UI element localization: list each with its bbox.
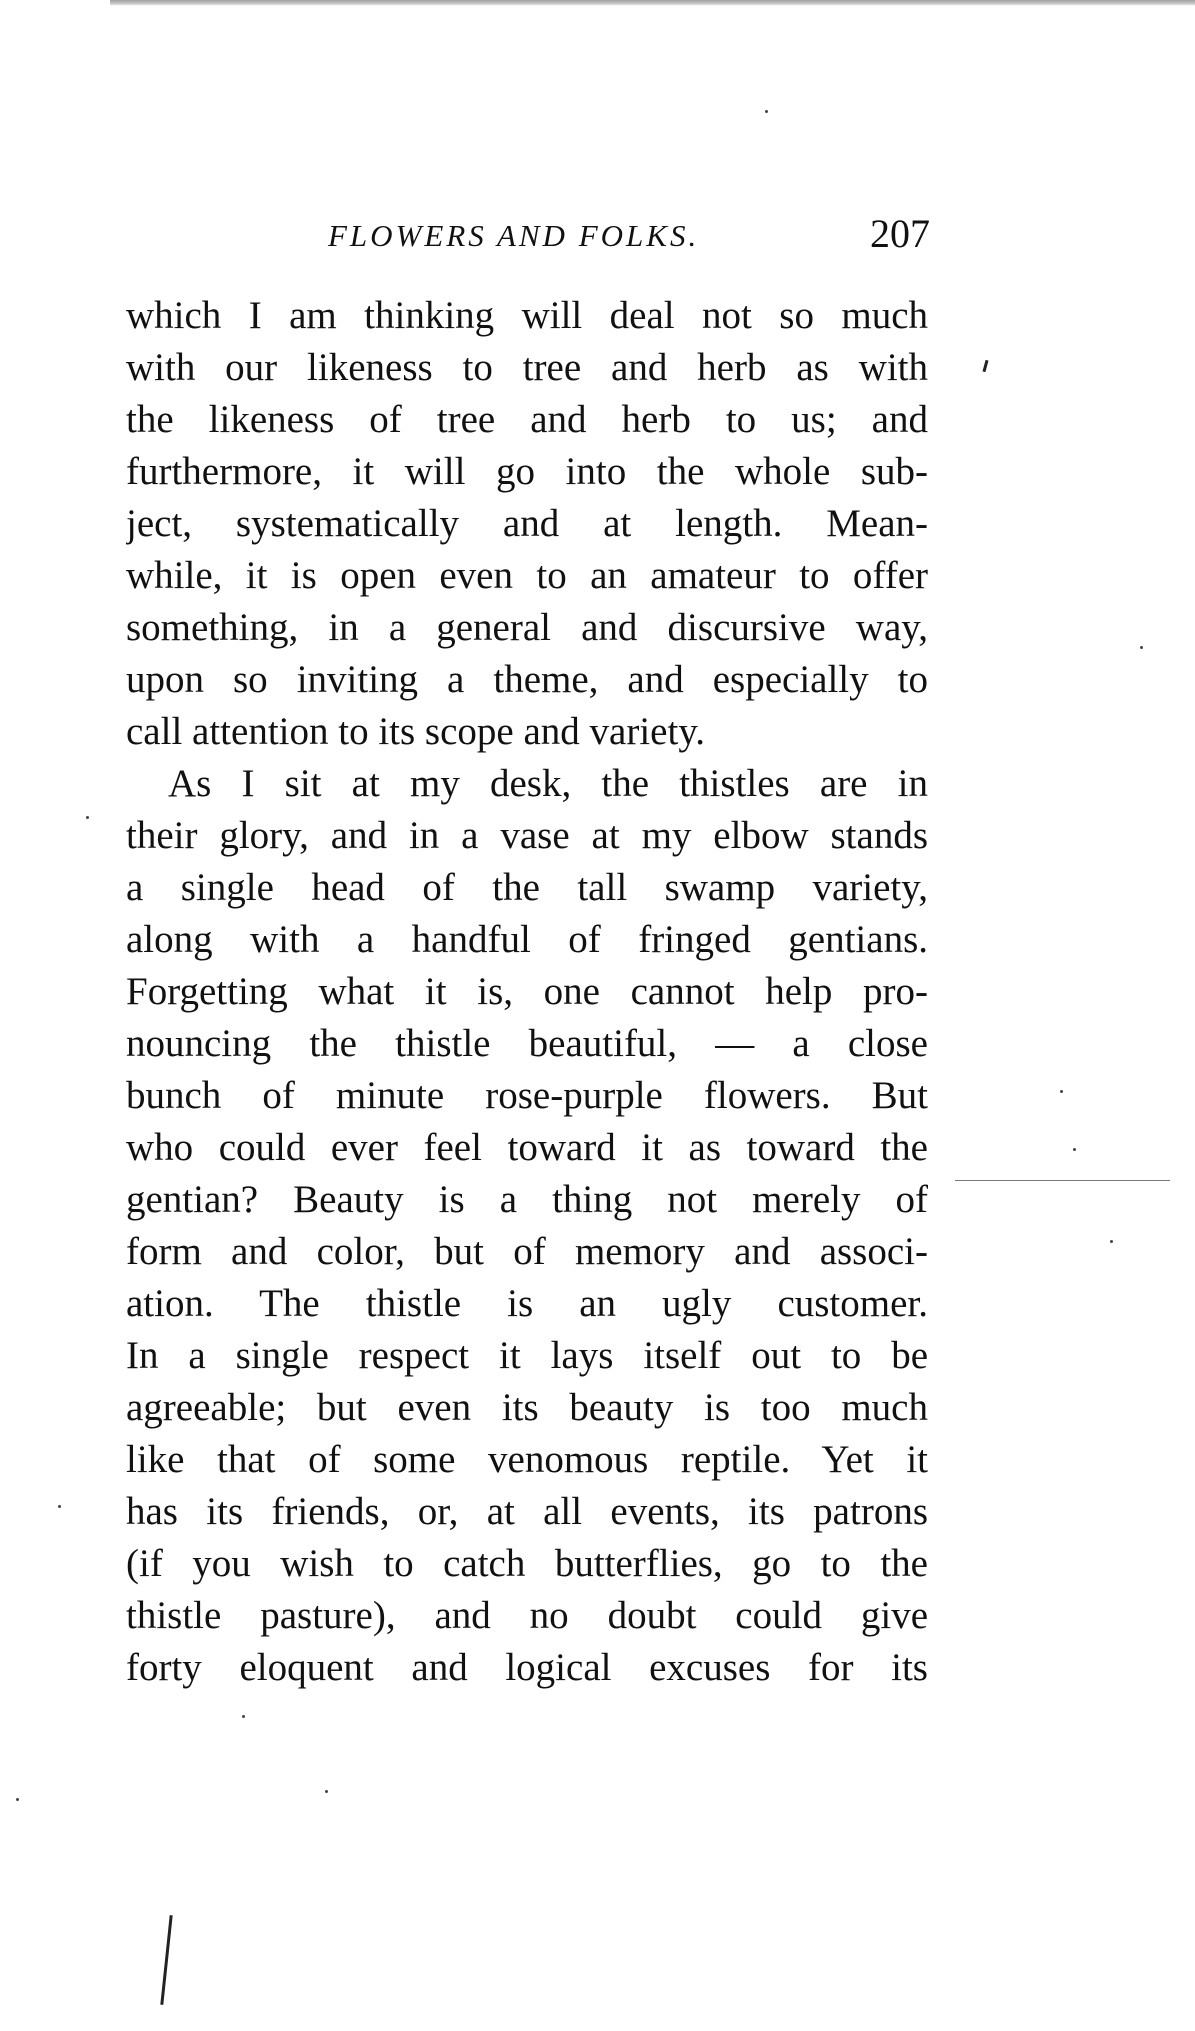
running-header — [126, 210, 930, 260]
text-line: along with a handful of fringed gentians. — [126, 918, 928, 961]
text-line: something, in a general and discursive way, — [126, 606, 928, 649]
text-line: furthermore, it will go into the whole sub- — [126, 450, 928, 493]
scan-speck — [242, 1715, 245, 1718]
margin-pencil-line — [955, 1180, 1170, 1181]
scan-speck — [1060, 1090, 1063, 1093]
text-line: with our likeness to tree and herb as with — [126, 346, 928, 389]
text-line: has its friends, or, at all events, its patrons — [126, 1490, 928, 1533]
text-line: call attention to its scope and variety. — [126, 710, 706, 753]
text-line: thistle pasture), and no doubt could give — [126, 1594, 928, 1637]
scan-speck — [58, 1505, 61, 1508]
scan-speck — [765, 110, 768, 113]
pencil-stroke-mark — [160, 1915, 172, 2005]
text-line: form and color, but of memory and associ- — [126, 1230, 928, 1273]
text-line: who could ever feel toward it as toward the — [126, 1126, 928, 1169]
running-title: FLOWERS AND FOLKS. — [328, 218, 700, 253]
scan-speck — [1140, 646, 1143, 649]
text-line: In a single respect it lays itself out to be — [126, 1334, 928, 1377]
text-line: As I sit at my desk, the thistles are in — [168, 762, 928, 805]
text-line: gentian? Beauty is a thing not merely of — [126, 1178, 928, 1221]
text-line: like that of some venomous reptile. Yet it — [126, 1438, 928, 1481]
page-body — [126, 290, 928, 1694]
text-line: the likeness of tree and herb to us; and — [126, 398, 928, 441]
scan-speck — [86, 816, 89, 819]
text-line: ject, systematically and at length. Mean- — [126, 502, 928, 545]
text-line: (if you wish to catch butterflies, go to the — [126, 1542, 928, 1585]
paragraph-1 — [126, 290, 928, 758]
text-line: which I am thinking will deal not so much — [126, 294, 928, 337]
text-line: upon so inviting a theme, and especially to — [126, 658, 928, 701]
text-line: bunch of minute rose-purple flowers. But — [126, 1074, 928, 1117]
page-top-edge — [110, 0, 1195, 6]
paragraph-2 — [126, 758, 928, 1694]
text-line: agreeable; but even its beauty is too much — [126, 1386, 928, 1429]
text-line: their glory, and in a vase at my elbow stands — [126, 814, 928, 857]
text-line: forty eloquent and logical excuses for its — [126, 1646, 928, 1689]
text-line: a single head of the tall swamp variety, — [126, 866, 928, 909]
margin-tick-mark — [982, 360, 988, 372]
scan-speck — [16, 1798, 19, 1801]
text-line: ation. The thistle is an ugly customer. — [126, 1282, 928, 1325]
text-line: nouncing the thistle beautiful, — a close — [126, 1022, 928, 1065]
text-line: while, it is open even to an amateur to offer — [126, 554, 928, 597]
scan-speck — [325, 1790, 328, 1793]
scan-speck — [1073, 1148, 1076, 1151]
scan-speck — [1110, 1240, 1113, 1243]
page-number: 207 — [870, 211, 930, 256]
text-line: Forgetting what it is, one cannot help pro- — [126, 970, 928, 1013]
